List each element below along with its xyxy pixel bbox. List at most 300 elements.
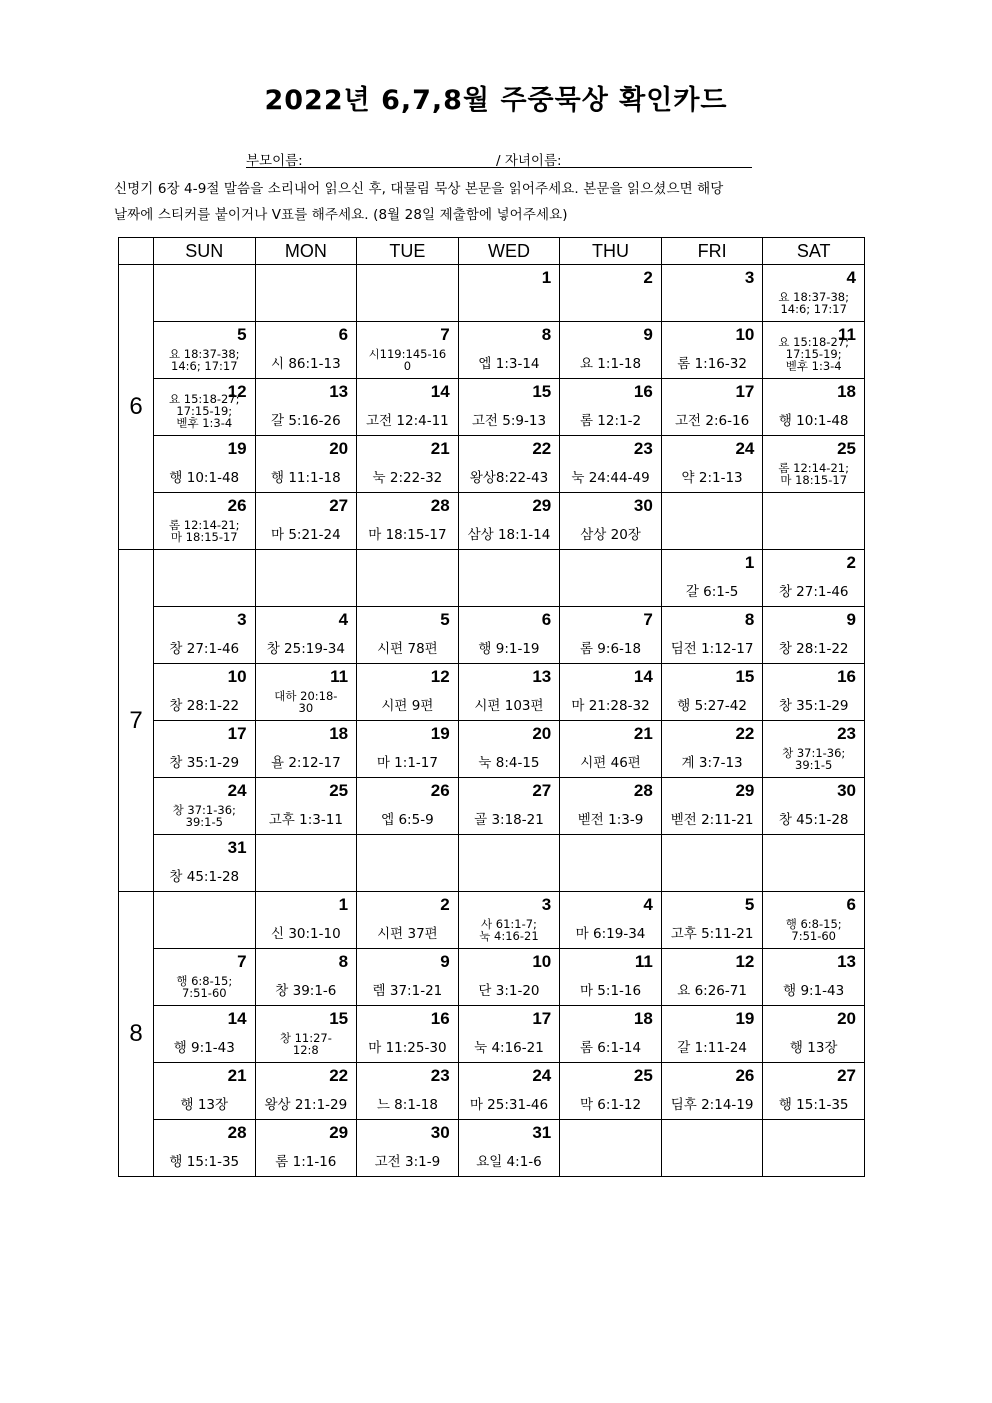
day-cell[interactable] [661,379,763,436]
weekday-header-row [119,238,865,265]
empty-day-cell [661,835,763,892]
reading-passage: 눅 4:16-21 [474,1040,544,1056]
day-number: 16 [837,667,856,686]
day-number: 17 [227,724,247,743]
reading-passage: 요 15:18-27; 17:15-19; 벧후 1:3-4 [168,392,240,430]
weekday-sat: SAT [763,238,865,265]
week-row [119,1120,865,1177]
reading-passage: 창 45:1-28 [778,812,849,828]
reading-passage: 창 27:1-46 [169,641,240,657]
day-cell[interactable] [763,664,865,721]
day-cell[interactable] [357,721,459,778]
day-number: 27 [532,781,552,800]
week-row [119,1006,865,1063]
day-cell[interactable] [661,778,763,835]
day-cell[interactable] [560,778,662,835]
day-cell[interactable] [661,892,763,949]
child-name-field[interactable] [496,149,752,168]
reading-passage: 시 86:1-13 [270,356,341,372]
day-cell[interactable] [357,949,459,1006]
day-cell[interactable] [560,265,662,322]
day-cell[interactable] [560,721,662,778]
day-number: 19 [430,724,450,743]
day-cell[interactable] [763,1006,865,1063]
day-cell[interactable] [255,379,357,436]
reading-passage: 시편 103편 [474,698,544,714]
day-number: 6 [846,895,856,914]
reading-passage: 갈 6:1-5 [685,584,739,600]
day-cell[interactable] [661,550,763,607]
day-number: 28 [227,1123,247,1142]
week-row [119,664,865,721]
reading-passage: 창 27:1-46 [778,584,849,600]
empty-day-cell [661,493,763,550]
reading-passage: 롬 1:1-16 [275,1154,337,1170]
day-number: 5 [744,895,755,914]
empty-day-cell [661,1120,763,1177]
reading-passage: 마 5:21-24 [270,527,341,543]
month-label: 8 [119,892,154,1177]
day-number: 26 [227,496,247,515]
reading-passage: 고후 5:11-21 [670,926,754,942]
day-cell[interactable] [763,436,865,493]
reading-passage: 창 11:27- 12:8 [279,1031,332,1057]
reading-passage: 행 13장 [789,1040,838,1056]
day-cell[interactable] [560,664,662,721]
day-cell[interactable] [458,493,560,550]
day-number: 7 [440,325,450,344]
day-number: 2 [846,553,856,572]
day-number: 21 [430,439,450,458]
reading-passage: 벧전 1:3-9 [577,812,644,828]
day-number: 6 [541,610,552,629]
day-number: 21 [227,1066,247,1085]
day-number: 5 [237,325,247,344]
day-number: 19 [227,439,247,458]
day-cell[interactable] [458,322,560,379]
weekday-sun: SUN [154,238,256,265]
day-cell[interactable] [154,778,256,835]
calendar-table [118,237,865,1177]
day-number: 13 [532,667,552,686]
day-number: 4 [338,610,349,629]
reading-passage: 약 2:1-13 [681,470,743,486]
day-number: 29 [532,496,552,515]
reading-passage: 요 1:1-18 [579,356,642,372]
day-number: 23 [430,1066,450,1085]
day-number: 23 [633,439,653,458]
reading-passage: 행 9:1-43 [783,983,845,999]
day-number: 8 [338,952,349,971]
calendar-body [119,265,865,1177]
day-number: 8 [744,610,755,629]
reading-passage: 창 45:1-28 [169,869,240,885]
day-cell[interactable] [357,322,459,379]
reading-passage: 행 5:27-42 [677,698,747,714]
reading-passage: 롬 6:1-14 [579,1040,642,1056]
day-number: 25 [329,781,349,800]
day-cell[interactable] [661,721,763,778]
day-cell[interactable] [255,664,357,721]
reading-passage: 요일 4:1-6 [476,1154,542,1170]
day-number: 14 [227,1009,247,1028]
empty-day-cell [458,550,560,607]
day-cell[interactable] [255,1006,357,1063]
day-cell[interactable] [661,265,763,322]
reading-passage: 창 25:19-34 [266,641,345,657]
reading-passage: 마 18:15-17 [368,527,447,543]
day-cell[interactable] [661,322,763,379]
day-cell[interactable] [255,721,357,778]
week-row [119,721,865,778]
weekday-tue: TUE [357,238,459,265]
reading-passage: 요 6:26-71 [677,983,747,999]
day-number: 12 [227,382,247,401]
day-number: 22 [735,724,755,743]
day-cell[interactable] [458,379,560,436]
reading-passage: 엡 1:3-14 [478,356,540,372]
day-cell[interactable] [458,1063,560,1120]
reading-passage: 고전 3:1-9 [374,1154,441,1170]
day-cell[interactable] [255,322,357,379]
reading-passage: 창 37:1-36; 39:1-5 [782,746,846,772]
day-cell[interactable] [560,436,662,493]
day-cell[interactable] [357,1063,459,1120]
month-label: 6 [119,265,154,550]
day-cell[interactable] [560,493,662,550]
day-number: 9 [440,952,450,971]
empty-day-cell [357,835,459,892]
day-cell[interactable] [255,778,357,835]
reading-passage: 마 1:1-17 [376,755,438,771]
day-cell[interactable] [357,892,459,949]
day-number: 4 [643,895,653,914]
reading-passage: 대하 20:18- 30 [274,689,338,715]
day-cell[interactable] [458,892,560,949]
page-title: 2022년 6,7,8월 주중묵상 확인카드 [264,85,728,116]
day-cell[interactable] [763,379,865,436]
day-number: 1 [541,268,552,287]
day-number: 12 [735,952,755,971]
day-number: 11 [634,952,653,971]
day-cell[interactable] [154,1006,256,1063]
reading-passage: 엡 6:5-9 [381,812,434,828]
day-number: 28 [430,496,450,515]
day-cell[interactable] [255,1063,357,1120]
day-number: 10 [227,667,247,686]
day-number: 29 [735,781,755,800]
day-number: 11 [838,325,856,344]
day-number: 18 [633,1009,653,1028]
child-name-label: / 자녀이름: [496,153,562,169]
day-number: 15 [735,667,755,686]
week-row [119,379,865,436]
day-number: 4 [846,268,856,287]
day-number: 3 [744,268,755,287]
week-row [119,550,865,607]
reading-passage: 롬 12:14-21; 마 18:15-17 [168,518,240,544]
day-cell[interactable] [763,721,865,778]
day-cell[interactable] [357,436,459,493]
reading-passage: 눅 2:22-32 [372,470,443,486]
day-number: 8 [541,325,552,344]
empty-day-cell [154,892,256,949]
day-cell[interactable] [560,379,662,436]
day-number: 25 [633,1066,653,1085]
day-number: 22 [532,439,552,458]
week-row [119,1063,865,1120]
reading-passage: 행 9:1-43 [173,1040,235,1056]
day-cell[interactable] [357,379,459,436]
day-cell[interactable] [458,1120,560,1177]
day-number: 2 [643,268,653,287]
empty-day-cell [255,835,357,892]
day-cell[interactable] [763,322,865,379]
day-cell[interactable] [763,550,865,607]
reading-passage: 벧전 2:11-21 [670,812,754,828]
month-label: 7 [119,550,154,892]
day-number: 13 [837,952,856,971]
day-cell[interactable] [154,835,256,892]
reading-passage: 삼상 18:1-14 [467,527,551,543]
day-cell[interactable] [255,949,357,1006]
day-number: 10 [735,325,755,344]
reading-passage: 욜 2:12-17 [270,755,341,771]
day-cell[interactable] [154,379,256,436]
day-cell[interactable] [154,721,256,778]
reading-passage: 창 37:1-36; 39:1-5 [172,803,236,829]
day-cell[interactable] [357,1006,459,1063]
day-number: 3 [237,610,247,629]
day-cell[interactable] [763,949,865,1006]
empty-day-cell [255,265,357,322]
reading-passage: 롬 12:1-2 [579,413,642,429]
day-cell[interactable] [458,778,560,835]
day-number: 30 [837,781,856,800]
day-number: 18 [837,382,856,401]
reading-passage: 창 35:1-29 [169,755,240,771]
day-cell[interactable] [763,778,865,835]
week-row [119,892,865,949]
empty-day-cell [154,265,256,322]
day-cell[interactable] [255,1120,357,1177]
empty-day-cell [154,550,256,607]
day-cell[interactable] [458,436,560,493]
reading-passage: 행 6:8-15; 7:51-60 [176,974,233,1000]
day-cell[interactable] [154,664,256,721]
day-number: 10 [532,952,552,971]
reading-passage: 딤후 2:14-19 [670,1097,754,1113]
day-cell[interactable] [255,493,357,550]
day-number: 16 [633,382,653,401]
reading-passage: 행 11:1-18 [270,470,341,486]
empty-day-cell [458,835,560,892]
day-number: 23 [837,724,856,743]
day-cell[interactable] [458,721,560,778]
empty-day-cell [560,1120,662,1177]
reading-passage: 창 39:1-6 [275,983,337,999]
day-number: 31 [227,838,247,857]
day-number: 20 [532,724,552,743]
day-number: 14 [430,382,450,401]
empty-day-cell [560,835,662,892]
weekday-wed: WED [458,238,560,265]
day-number: 20 [837,1009,856,1028]
day-cell[interactable] [357,778,459,835]
day-number: 12 [430,667,450,686]
reading-passage: 마 25:31-46 [469,1097,549,1113]
day-cell[interactable] [154,607,256,664]
day-cell[interactable] [255,607,357,664]
instructions-line-2: 날짜에 스티커를 붙이거나 V표를 해주세요. (8월 28일 제출함에 넣어주세요) [114,207,568,223]
day-number: 17 [735,382,755,401]
day-cell[interactable] [763,265,865,322]
reading-passage: 왕상 21:1-29 [264,1097,348,1113]
reading-passage: 갈 1:11-24 [677,1040,747,1056]
day-cell[interactable] [458,607,560,664]
reading-passage: 요 18:37-38; 14:6; 17:17 [168,347,240,373]
day-number: 20 [329,439,349,458]
day-cell[interactable] [458,1006,560,1063]
day-cell[interactable] [560,1063,662,1120]
day-cell[interactable] [357,607,459,664]
day-cell[interactable] [458,265,560,322]
day-cell[interactable] [154,493,256,550]
reading-passage: 행 15:1-35 [169,1154,240,1170]
day-cell[interactable] [661,436,763,493]
day-cell[interactable] [154,949,256,1006]
reading-passage: 행 9:1-19 [478,641,540,657]
day-cell[interactable] [154,1063,256,1120]
day-number: 22 [329,1066,349,1085]
reading-passage: 단 3:1-20 [478,983,540,999]
reading-passage: 시편 37편 [377,926,438,942]
reading-passage: 사 61:1-7; 눅 4:16-21 [479,917,539,943]
day-cell[interactable] [661,1063,763,1120]
day-cell[interactable] [154,1120,256,1177]
day-cell[interactable] [560,892,662,949]
reading-passage: 렘 37:1-21 [372,983,443,999]
day-cell[interactable] [763,892,865,949]
day-number: 5 [440,610,450,629]
reading-passage: 창 28:1-22 [778,641,849,657]
week-row [119,493,865,550]
day-cell[interactable] [357,493,459,550]
reading-passage: 느 8:1-18 [376,1097,438,1113]
day-number: 27 [329,496,349,515]
day-cell[interactable] [661,949,763,1006]
day-number: 7 [237,952,247,971]
parent-name-field[interactable] [246,149,496,168]
reading-passage: 갈 5:16-26 [270,413,341,429]
day-cell[interactable] [357,664,459,721]
day-cell[interactable] [357,1120,459,1177]
day-number: 25 [837,439,856,458]
day-number: 21 [633,724,653,743]
empty-day-cell [763,835,865,892]
week-row [119,607,865,664]
reading-passage: 고전 2:6-16 [675,413,750,429]
reading-passage: 골 3:18-21 [474,812,544,828]
reading-passage: 마 11:25-30 [368,1040,447,1056]
day-cell[interactable] [560,1006,662,1063]
day-number: 19 [735,1009,755,1028]
empty-day-cell [763,493,865,550]
day-cell[interactable] [661,607,763,664]
day-number: 30 [633,496,653,515]
day-number: 24 [735,439,755,458]
day-number: 14 [633,667,653,686]
weekday-mon: MON [255,238,357,265]
parent-name-label: 부모이름: [246,153,303,169]
reading-passage: 신 30:1-10 [270,926,341,942]
empty-day-cell [763,1120,865,1177]
reading-passage: 시편 9편 [381,698,434,714]
day-number: 27 [837,1066,856,1085]
reading-passage: 창 35:1-29 [778,698,849,714]
day-cell[interactable] [560,949,662,1006]
day-cell[interactable] [560,607,662,664]
reading-passage: 행 10:1-48 [169,470,240,486]
day-number: 11 [330,667,349,686]
reading-passage: 왕상8:22-43 [469,470,549,486]
day-cell[interactable] [661,1006,763,1063]
instructions [114,176,880,228]
reading-passage: 요 15:18-27; 17:15-19; 벧후 1:3-4 [778,335,849,373]
day-cell[interactable] [763,1063,865,1120]
reading-passage: 창 28:1-22 [169,698,240,714]
day-cell[interactable] [560,322,662,379]
weekday-fri: FRI [661,238,763,265]
empty-day-cell [255,550,357,607]
day-number: 18 [329,724,349,743]
reading-passage: 계 3:7-13 [681,755,743,771]
reading-passage: 롬 1:16-32 [677,356,747,372]
reading-passage: 고후 1:3-11 [268,812,343,828]
day-cell[interactable] [661,664,763,721]
empty-day-cell [357,265,459,322]
reading-passage: 마 5:1-16 [579,983,642,999]
reading-passage: 마 21:28-32 [571,698,650,714]
day-number: 16 [430,1009,450,1028]
reading-passage: 행 10:1-48 [778,413,849,429]
reading-passage: 롬 12:14-21; 마 18:15-17 [778,461,849,487]
reading-passage: 시편 46편 [580,755,641,771]
week-row [119,265,865,322]
reading-passage: 시편 78편 [377,641,438,657]
reading-passage: 막 6:1-12 [579,1097,642,1113]
day-cell[interactable] [458,949,560,1006]
day-number: 15 [329,1009,349,1028]
day-cell[interactable] [154,436,256,493]
reading-passage: 행 15:1-35 [778,1097,849,1113]
day-cell[interactable] [458,664,560,721]
reading-passage: 딤전 1:12-17 [670,641,754,657]
empty-day-cell [560,550,662,607]
day-number: 26 [735,1066,755,1085]
day-number: 9 [846,610,856,629]
day-cell[interactable] [255,436,357,493]
day-cell[interactable] [255,892,357,949]
day-number: 17 [532,1009,552,1028]
reading-passage: 삼상 20장 [580,527,641,543]
week-row [119,949,865,1006]
day-cell[interactable] [154,322,256,379]
day-number: 3 [541,895,552,914]
day-cell[interactable] [763,607,865,664]
week-row [119,322,865,379]
reading-passage: 행 13장 [180,1097,229,1113]
